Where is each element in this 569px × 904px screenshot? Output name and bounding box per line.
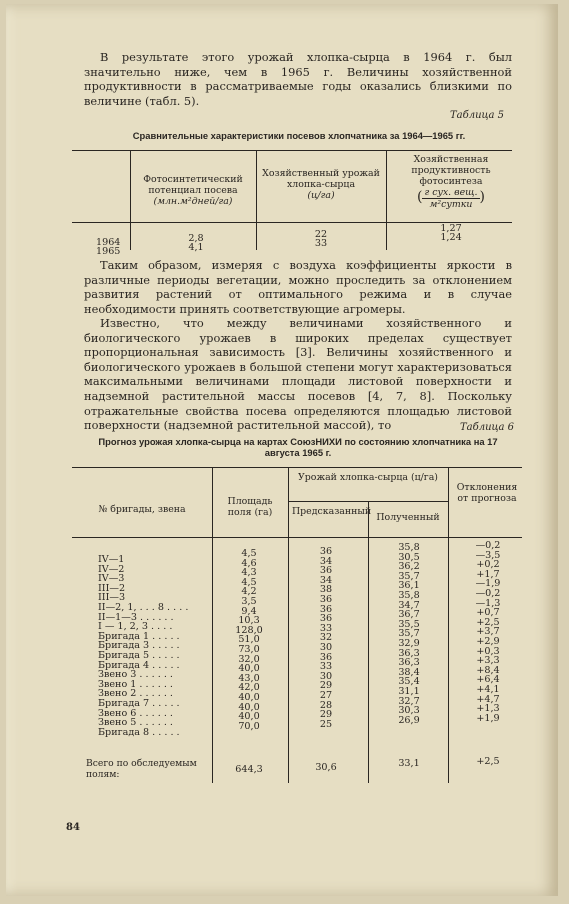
table5-title: Сравнительные характеристики посевов хлопчатника за 1964—1965 гг. [132,130,466,141]
table5-years: 1964 1965 [96,237,121,257]
table5-rule-top [72,150,512,151]
table6-total-area: 644,3 [235,764,263,775]
table6-title: Прогноз урожая хлопка-сырца на картах СоюзНИХИ по состоянию хлопчатника на 17 августа 1965 г. [98,436,498,458]
table5-col2-header: Хозяйственный урожай хлопка-сырца (ц/га) [262,168,380,201]
table5-caption: Таблица 5 [450,110,505,121]
table6-deviations: —0,2 —3,5 +0,2 +1,7 —1,9 —0,2 —1,3 +0,7 +2,5 +3,7 +2,9 +0,3 +3,3 +8,4 +6,4 +4,1 +4,7 +1,3 +1,9 [475,540,501,724]
table6-total-deviation: +2,5 [476,756,500,767]
table5-potential: 2,8 4,1 [188,233,204,253]
table5-divider [130,150,131,250]
table6-col-received: Полученный [376,512,440,523]
table6-divider [368,501,369,783]
table6-divider [212,467,213,783]
table6-col-deviation: Отклонения от прогноза [456,482,518,504]
table6-col-brigade: № бригады, звена [98,504,186,515]
table6-total-label: Всего по обследуемым полям: [86,758,197,780]
table6-received: 35,8 30,5 36,2 35,7 36,1 35,8 34,7 36,7 35,5 35,7 32,9 36,3 36,3 38,4 35,4 31,1 32,7 30,3 26,9 [398,542,420,726]
table5-col3-unit: $\frac{\text{г сух. вещ.}}{\text{м²сутки}}$ [424,187,478,210]
table5-divider [256,150,257,250]
table6-rule-top [72,467,522,468]
table6-total-predicted: 30,6 [315,762,337,773]
table5-productivity: 1,27 1,24 [440,223,462,243]
table6-col-yield: Урожай хлопка-сырца (ц/га) [298,472,438,483]
table6-areas: 4,5 4,6 4,3 4,5 4,2 3,5 9,4 10,3 128,0 51,0 73,0 32,0 40,0 43,0 42,0 40,0 40,0 40,0 70,0 [235,548,263,732]
table5-col3-header: Хозяйственная продуктивность фотосинтеза ( $\frac{\text{г сух. вещ.}}{\text{м²сутки}}$ ) [411,154,491,210]
table6-divider [448,467,449,783]
book-page [6,4,558,896]
intro-paragraph: В результате этого урожай хлопка-сырца в 1964 г. был значительно ниже, чем в 1965 г. Величины хозяйственной продуктивности в рассматриваемые годы оказались близкими по величине (табл. 5). [84,50,512,108]
table5-divider [386,150,387,250]
table5-col1-header: Фотосинтетический потенциал посева (млн.м²дней/га) [143,174,243,207]
table6-total-received: 33,1 [398,758,420,769]
paragraph-2: Таким образом, измеряя с воздуха коэффициенты яркости в различные периоды вегетации, можно проследить за отклонением развития растений от оптимального режима и в случае необходимости принять соответствующие агромеры. [84,258,512,316]
page-number: 84 [66,822,80,833]
table5-yield: 22 33 [314,229,328,249]
paragraph-3: Известно, что между величинами хозяйственного и биологического урожаев в широких пределах существует пропорциональная зависимость [3]. Величины хозяйственного и биологического урожаев в большой степени могут характеризоваться максимальными величинами площади листовой поверхности и надземной растительной массы посевов [4, 7, 8]. Поскольку отражательные свойства посева определяются площадью листовой поверхности (надземной растительной массой), то [84,316,512,433]
table6-rule-header [72,537,522,538]
table6-col-predicted: Предсказанный [292,506,372,517]
table6-predicted: 36 34 36 34 38 36 36 36 33 32 30 36 33 30 29 27 28 29 25 [319,546,333,730]
table6-caption: Таблица 6 [460,422,515,433]
table6-divider [288,467,289,783]
table6-col-area: Площадь поля (га) [227,496,273,518]
table6-brigades: IV—1 IV—2 IV—3 III—2 III—3 II—2, 1, . . . 8 . . . . II—1—3 . . . . . . I — 1, 2, 3 . . . . Бригада 1 . . . . . Бригада 3 . . . . . Бригада 5 . . . . . Бригада 4 . . . . . Звено 3 . . . . . . Звено 1 . . . . . . Звено 2 . . . . . . Бригада 7 . . . . . Звено 6 . . . . . . Звено 5 . . . . . . Бригада 8 . . . . . [98,554,189,738]
